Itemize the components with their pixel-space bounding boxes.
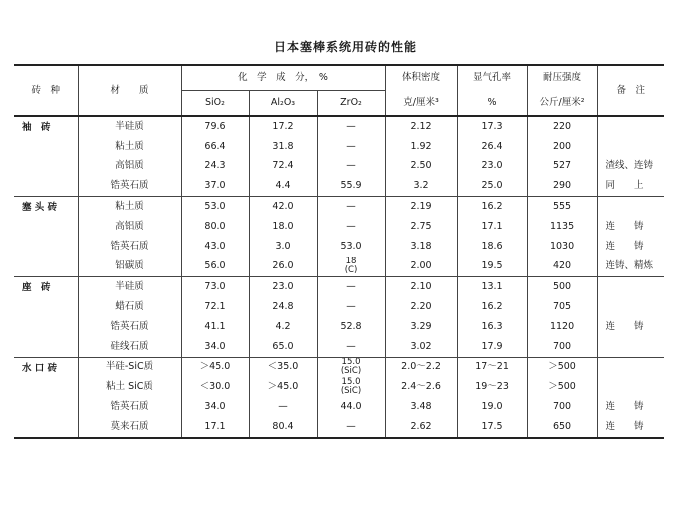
density-cell: 3.02	[385, 337, 457, 357]
strength-cell: 555	[527, 197, 597, 217]
sio2-cell: 24.3	[181, 157, 249, 177]
header-zro2: ZrO₂	[317, 91, 385, 117]
material-cell: 铝碳质	[78, 257, 181, 277]
remarks-cell: 同 上	[597, 176, 664, 196]
remarks-cell: 连 铸	[597, 217, 664, 237]
density-cell: 2.20	[385, 297, 457, 317]
material-cell: 莫来石质	[78, 417, 181, 438]
porosity-cell: 23.0	[457, 157, 527, 177]
sio2-cell: 56.0	[181, 257, 249, 277]
density-cell: 3.2	[385, 176, 457, 196]
remarks-cell	[597, 277, 664, 297]
strength-cell: 700	[527, 337, 597, 357]
sio2-cell: 73.0	[181, 277, 249, 297]
zro2-cell: —	[317, 137, 385, 157]
density-cell: 2.50	[385, 157, 457, 177]
al2o3-cell: 4.4	[249, 176, 317, 196]
porosity-cell: 17.5	[457, 417, 527, 438]
table-row	[14, 197, 664, 217]
material-cell: 锆英石质	[78, 317, 181, 337]
strength-cell: 527	[527, 157, 597, 177]
zro2-cell: —	[317, 337, 385, 357]
sio2-cell: 66.4	[181, 137, 249, 157]
strength-cell: 700	[527, 397, 597, 417]
al2o3-cell: 42.0	[249, 197, 317, 217]
material-cell: 粘土质	[78, 197, 181, 217]
porosity-cell: 26.4	[457, 137, 527, 157]
brick-type-cell: 袖 砖	[22, 122, 51, 133]
table-row	[14, 377, 664, 397]
table-group	[14, 277, 664, 357]
table-row	[14, 137, 664, 157]
material-cell: 锆英石质	[78, 397, 181, 417]
density-cell: 3.29	[385, 317, 457, 337]
remarks-cell	[597, 137, 664, 157]
header-remarks: 备 注	[597, 65, 664, 116]
table-row	[14, 237, 664, 257]
density-cell: 3.18	[385, 237, 457, 257]
al2o3-cell: 31.8	[249, 137, 317, 157]
porosity-cell: 19.5	[457, 257, 527, 277]
zro2-cell: 55.9	[317, 176, 385, 196]
al2o3-cell: 24.8	[249, 297, 317, 317]
table-group	[14, 357, 664, 438]
header-porosity-unit: %	[457, 91, 527, 117]
strength-cell: 705	[527, 297, 597, 317]
strength-cell: 500	[527, 277, 597, 297]
zro2-substance: (SiC)	[340, 366, 362, 377]
porosity-cell: 18.6	[457, 237, 527, 257]
remarks-cell	[597, 337, 664, 357]
remarks-cell: 连铸、精炼	[597, 257, 664, 277]
strength-cell: 1120	[527, 317, 597, 337]
table-header	[14, 65, 664, 116]
zro2-value: 15.0	[341, 357, 361, 368]
zro2-cell	[317, 377, 385, 397]
material-cell: 高铝质	[78, 217, 181, 237]
sio2-cell: ＜30.0	[181, 377, 249, 397]
zro2-cell	[317, 357, 385, 377]
strength-cell: 1135	[527, 217, 597, 237]
al2o3-cell: 26.0	[249, 257, 317, 277]
table-row	[14, 337, 664, 357]
table-row	[14, 357, 664, 377]
header-brick-type: 砖 种	[14, 65, 78, 116]
header-material: 材 质	[78, 65, 181, 116]
table-row	[14, 157, 664, 177]
remarks-cell	[597, 197, 664, 217]
remarks-cell: 连 铸	[597, 237, 664, 257]
material-cell: 蜡石质	[78, 297, 181, 317]
table-row	[14, 317, 664, 337]
brick-type-cell: 座 砖	[22, 282, 51, 294]
table-row	[14, 277, 664, 297]
header-strength: 耐压强度	[527, 65, 597, 91]
sio2-cell: 17.1	[181, 417, 249, 438]
sio2-cell: 43.0	[181, 237, 249, 257]
porosity-cell: 19.0	[457, 397, 527, 417]
strength-cell: 420	[527, 257, 597, 277]
material-cell: 锆英石质	[78, 237, 181, 257]
table-row	[14, 297, 664, 317]
porosity-cell: 16.2	[457, 197, 527, 217]
remarks-cell	[597, 377, 664, 397]
strength-cell: 220	[527, 116, 597, 137]
zro2-value: 15.0	[341, 377, 361, 388]
density-cell: 2.0～2.2	[385, 357, 457, 377]
density-cell: 2.62	[385, 417, 457, 438]
table-row	[14, 217, 664, 237]
zro2-cell: —	[317, 297, 385, 317]
porosity-cell: 25.0	[457, 176, 527, 196]
al2o3-cell: ＜35.0	[249, 357, 317, 377]
density-cell: 2.10	[385, 277, 457, 297]
porosity-cell: 17～21	[457, 357, 527, 377]
porosity-cell: 17.9	[457, 337, 527, 357]
table-group	[14, 197, 664, 277]
brick-type-cell: 塞 头 砖	[22, 202, 58, 214]
porosity-cell: 19～23	[457, 377, 527, 397]
zro2-cell	[317, 257, 385, 277]
porosity-cell: 16.2	[457, 297, 527, 317]
table-row	[14, 116, 664, 137]
remarks-cell	[597, 116, 664, 137]
density-cell: 1.92	[385, 137, 457, 157]
material-cell: 锆英石质	[78, 176, 181, 196]
al2o3-cell: 72.4	[249, 157, 317, 177]
sio2-cell: 80.0	[181, 217, 249, 237]
porosity-cell: 17.3	[457, 116, 527, 137]
zro2-cell: —	[317, 197, 385, 217]
material-cell: 粘土 SiC质	[78, 377, 181, 397]
strength-cell: ＞500	[527, 377, 597, 397]
zro2-cell: 44.0	[317, 397, 385, 417]
zro2-substance: (C)	[344, 265, 358, 276]
material-cell: 高铝质	[78, 157, 181, 177]
density-cell: 2.75	[385, 217, 457, 237]
material-cell: 硅线石质	[78, 337, 181, 357]
zro2-substance: (SiC)	[340, 386, 362, 397]
strength-cell: 200	[527, 137, 597, 157]
sio2-cell: 79.6	[181, 116, 249, 137]
sio2-cell: 34.0	[181, 337, 249, 357]
header-composition: 化 学 成 分， %	[181, 65, 385, 91]
density-cell: 2.12	[385, 116, 457, 137]
brick-type-cell: 水 口 砖	[22, 362, 58, 374]
al2o3-cell: 65.0	[249, 337, 317, 357]
porosity-cell: 17.1	[457, 217, 527, 237]
material-cell: 半硅质	[78, 116, 181, 137]
sio2-cell: 53.0	[181, 197, 249, 217]
material-cell: 半硅质	[78, 277, 181, 297]
header-sio2: SiO₂	[181, 91, 249, 117]
table-row	[14, 417, 664, 438]
density-cell: 2.19	[385, 197, 457, 217]
zro2-cell: —	[317, 217, 385, 237]
al2o3-cell: 3.0	[249, 237, 317, 257]
remarks-cell	[597, 357, 664, 377]
sio2-cell: ＞45.0	[181, 357, 249, 377]
header-strength-unit: 公斤/厘米²	[527, 91, 597, 117]
remarks-cell: 渣线、连铸	[597, 157, 664, 177]
table-row	[14, 397, 664, 417]
sio2-cell: 37.0	[181, 176, 249, 196]
strength-cell: 1030	[527, 237, 597, 257]
zro2-cell: —	[317, 417, 385, 438]
strength-cell: 290	[527, 176, 597, 196]
porosity-cell: 16.3	[457, 317, 527, 337]
zro2-value: 18	[345, 256, 357, 267]
al2o3-cell: 18.0	[249, 217, 317, 237]
sio2-cell: 41.1	[181, 317, 249, 337]
zro2-cell: —	[317, 157, 385, 177]
remarks-cell	[597, 297, 664, 317]
zro2-cell: 52.8	[317, 317, 385, 337]
density-cell: 2.4～2.6	[385, 377, 457, 397]
remarks-cell: 连 铸	[597, 397, 664, 417]
properties-table	[14, 64, 664, 439]
al2o3-cell: 23.0	[249, 277, 317, 297]
header-porosity: 显气孔率	[457, 65, 527, 91]
sio2-cell: 34.0	[181, 397, 249, 417]
material-cell: 粘土质	[78, 137, 181, 157]
header-al2o3: Al₂O₃	[249, 91, 317, 117]
al2o3-cell: —	[249, 397, 317, 417]
table-title: 日本塞棒系统用砖的性能	[273, 40, 417, 54]
table-group	[14, 116, 664, 197]
header-density-unit: 克/厘米³	[385, 91, 457, 117]
al2o3-cell: ＞45.0	[249, 377, 317, 397]
strength-cell: 650	[527, 417, 597, 438]
al2o3-cell: 80.4	[249, 417, 317, 438]
material-cell: 半硅-SiC质	[78, 357, 181, 377]
al2o3-cell: 17.2	[249, 116, 317, 137]
zro2-cell: —	[317, 277, 385, 297]
strength-cell: ＞500	[527, 357, 597, 377]
al2o3-cell: 4.2	[249, 317, 317, 337]
table-row	[14, 176, 664, 196]
density-cell: 3.48	[385, 397, 457, 417]
zro2-cell: —	[317, 116, 385, 137]
density-cell: 2.00	[385, 257, 457, 277]
remarks-cell: 连 铸	[597, 317, 664, 337]
sio2-cell: 72.1	[181, 297, 249, 317]
porosity-cell: 13.1	[457, 277, 527, 297]
header-density: 体积密度	[385, 65, 457, 91]
zro2-cell: 53.0	[317, 237, 385, 257]
table-row	[14, 257, 664, 277]
remarks-cell: 连 铸	[597, 417, 664, 438]
